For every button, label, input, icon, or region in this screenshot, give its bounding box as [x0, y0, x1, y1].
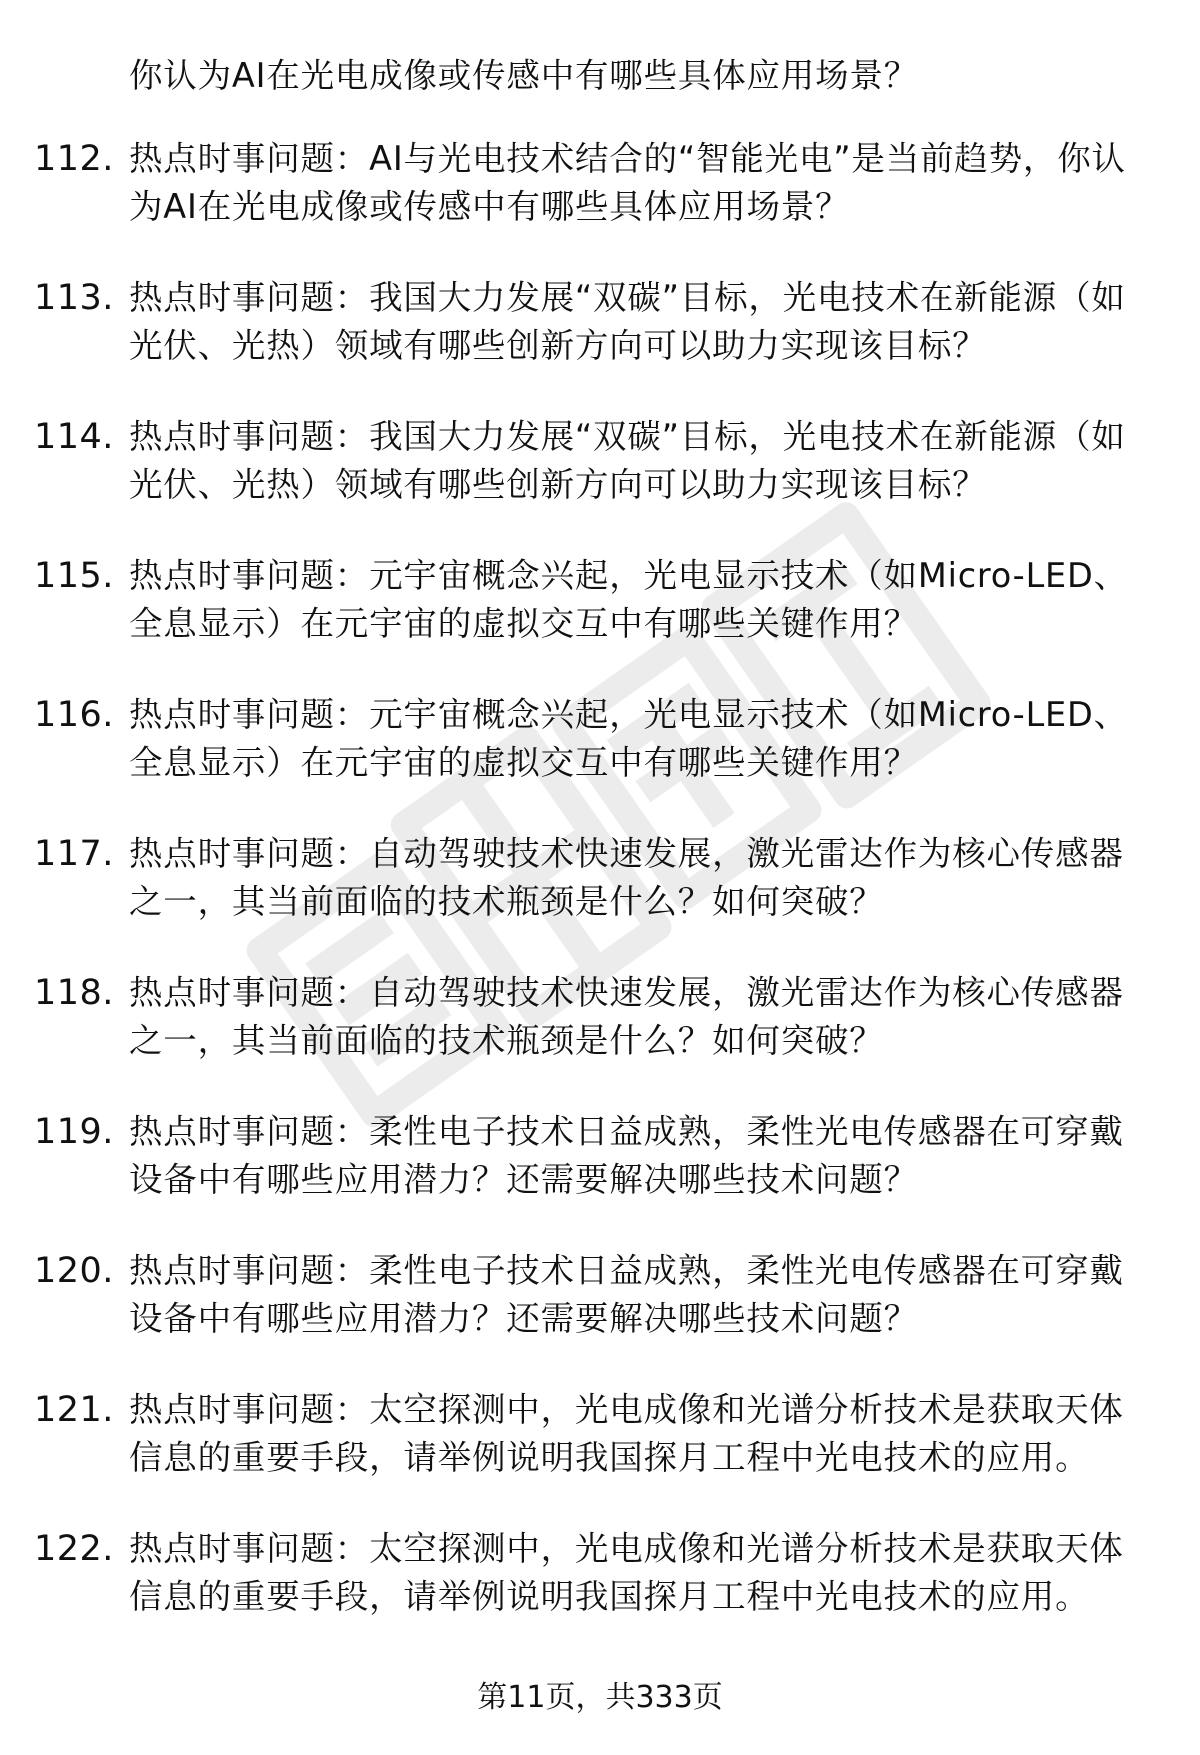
question-list — [0, 52, 1200, 1664]
question-item — [0, 1386, 1200, 1482]
question-number: 112. — [34, 139, 114, 179]
question-text: 热点时事问题：太空探测中，光电成像和光谱分析技术是获取天体信息的重要手段，请举例说明我国探月工程中光电技术的应用。 — [129, 1390, 1124, 1477]
question-item — [0, 830, 1200, 926]
question-number: 116. — [34, 695, 114, 735]
question-item — [0, 969, 1200, 1065]
question-item — [0, 1247, 1200, 1343]
question-text: 热点时事问题：AI与光电技术结合的“智能光电”是当前趋势，你认为AI在光电成像或传感中有哪些具体应用场景？ — [129, 139, 1126, 226]
question-item — [0, 413, 1200, 509]
question-number: 119. — [34, 1112, 114, 1152]
question-text: 热点时事问题：柔性电子技术日益成熟，柔性光电传感器在可穿戴设备中有哪些应用潜力？还需要解决哪些技术问题？ — [129, 1112, 1124, 1199]
question-text: 热点时事问题：柔性电子技术日益成熟，柔性光电传感器在可穿戴设备中有哪些应用潜力？还需要解决哪些技术问题？ — [129, 1251, 1124, 1338]
question-continuation — [0, 52, 1200, 100]
question-item — [0, 552, 1200, 648]
question-text: 热点时事问题：元宇宙概念兴起，光电显示技术（如Micro-LED、全息显示）在元宇宙的虚拟交互中有哪些关键作用？ — [129, 695, 1128, 782]
question-text: 热点时事问题：我国大力发展“双碳”目标，光电技术在新能源（如光伏、光热）领域有哪些创新方向可以助力实现该目标？ — [129, 278, 1126, 365]
question-text: 热点时事问题：自动驾驶技术快速发展，激光雷达作为核心传感器之一，其当前面临的技术瓶颈是什么？如何突破？ — [129, 973, 1124, 1060]
question-text: 热点时事问题：元宇宙概念兴起，光电显示技术（如Micro-LED、全息显示）在元宇宙的虚拟交互中有哪些关键作用？ — [129, 556, 1128, 643]
question-text: 热点时事问题：自动驾驶技术快速发展，激光雷达作为核心传感器之一，其当前面临的技术瓶颈是什么？如何突破？ — [129, 834, 1124, 921]
question-number: 117. — [34, 834, 114, 874]
question-item — [0, 274, 1200, 370]
question-number: 118. — [34, 973, 114, 1013]
question-item — [0, 1108, 1200, 1204]
question-text: 热点时事问题：我国大力发展“双碳”目标，光电技术在新能源（如光伏、光热）领域有哪些创新方向可以助力实现该目标？ — [129, 417, 1126, 504]
question-text: 热点时事问题：太空探测中，光电成像和光谱分析技术是获取天体信息的重要手段，请举例说明我国探月工程中光电技术的应用。 — [129, 1529, 1124, 1616]
question-item — [0, 135, 1200, 231]
question-number: 115. — [34, 556, 114, 596]
question-text: 你认为AI在光电成像或传感中有哪些具体应用场景？ — [129, 56, 918, 95]
question-number: 120. — [34, 1251, 114, 1291]
page-footer: 第11页，共333页 — [477, 1680, 723, 1715]
question-item — [0, 691, 1200, 787]
question-number: 122. — [34, 1529, 114, 1569]
question-number: 114. — [34, 417, 114, 457]
question-number: 113. — [34, 278, 114, 318]
question-item — [0, 1525, 1200, 1621]
question-number: 121. — [34, 1390, 114, 1430]
